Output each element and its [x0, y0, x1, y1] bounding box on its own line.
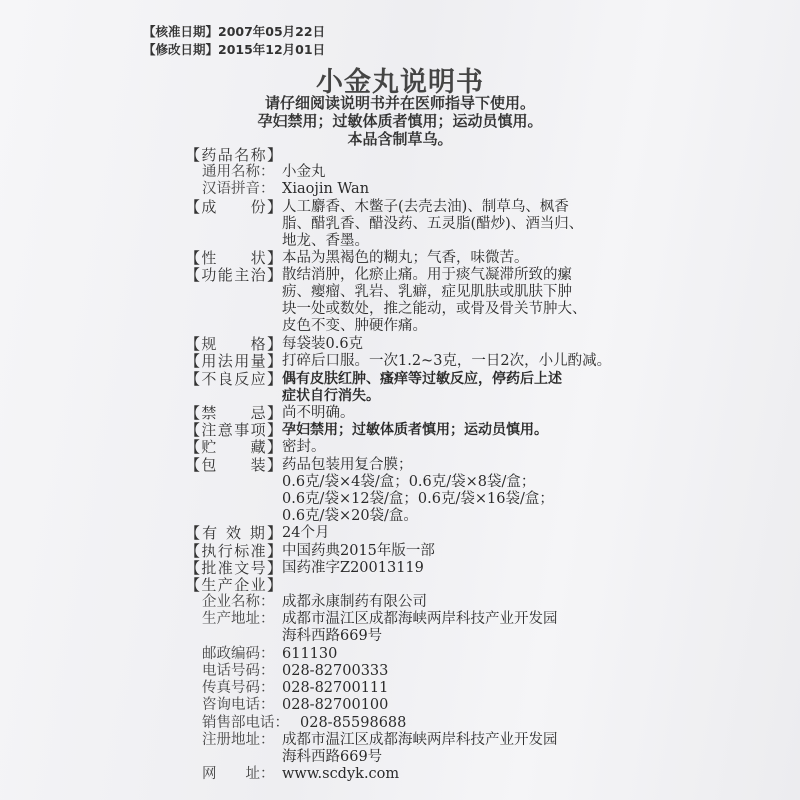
- value-line: 成都永康制药有限公司: [282, 594, 427, 611]
- section-label: 【功能主治】: [185, 266, 282, 285]
- section-value: [282, 732, 558, 766]
- section-label: 【规 格】: [185, 335, 282, 354]
- value-line: 0.6克/袋×4袋/盒；0.6克/袋×8袋/盒；: [282, 473, 536, 490]
- section-value: [282, 267, 587, 335]
- field-label: 电话号码：: [202, 663, 275, 679]
- section-label: 【包 装】: [185, 455, 282, 474]
- value-line: 每袋装0.6克: [282, 336, 364, 353]
- section-value: [282, 594, 427, 611]
- section-label: 【执行标准】: [185, 541, 282, 560]
- section-value: [282, 371, 562, 405]
- value-line: 脂、醋乳香、醋没药、五灵脂(醋炒)、酒当归、: [282, 215, 584, 232]
- section-value: [282, 336, 363, 353]
- section-value: [282, 663, 388, 680]
- section-label: 【用法用量】: [185, 352, 282, 371]
- value-line: 本品为黑褐色的糊丸；气香，味微苦。: [282, 250, 529, 267]
- section-label: 【批准文号】: [185, 558, 282, 577]
- value-line: 打碎后口服。一次1.2~3克，一日2次，小儿酌减。: [282, 353, 612, 370]
- section-label: 【药品名称】: [185, 146, 282, 164]
- section-value: [282, 164, 326, 181]
- value-line: 症状自行消失。: [282, 387, 380, 404]
- value-line: 地龙、香墨。: [282, 232, 369, 249]
- value-line: 611130: [282, 645, 338, 662]
- value-line: 028-82700111: [282, 680, 389, 697]
- revision-date: 【修改日期】2015年12月01日: [143, 42, 326, 57]
- section-label: 【性 状】: [185, 249, 282, 268]
- value-line: Xiaojin Wan: [282, 181, 370, 198]
- section-value: [300, 715, 406, 732]
- value-line: 皮色不变、肿硬作痛。: [282, 318, 427, 335]
- section-label: 【禁 忌】: [185, 404, 282, 422]
- value-line: 028-82700100: [282, 697, 389, 714]
- section-value: [282, 525, 329, 542]
- section-label: 【不良反应】: [185, 369, 282, 388]
- notice-line: 孕妇禁用；过敏体质者慎用；运动员慎用。: [257, 112, 543, 130]
- section-value: [282, 697, 388, 714]
- field-label: 通用名称：: [202, 164, 275, 181]
- value-line: 成都市温江区成都海峡两岸科技产业开发园: [282, 731, 558, 748]
- section-value: [282, 680, 388, 697]
- value-line: 密封。: [282, 439, 326, 456]
- section-value: [282, 457, 554, 525]
- section-value: [282, 181, 369, 198]
- field-label: 汉语拼音：: [202, 181, 275, 198]
- section-value: [282, 439, 326, 456]
- section-value: [282, 405, 355, 422]
- value-line: 小金丸: [282, 164, 326, 181]
- section-value: [282, 353, 611, 370]
- section-value: [282, 199, 583, 250]
- section-value: [282, 250, 529, 267]
- value-line: 孕妇禁用；过敏体质者慎用；运动员慎用。: [282, 422, 548, 439]
- value-line: 028-82700333: [282, 663, 389, 679]
- notice-line: 请仔细阅读说明书并在医师指导下使用。: [264, 94, 535, 112]
- value-line: 028-85598688: [300, 714, 407, 731]
- section-label: 【贮 藏】: [185, 438, 282, 457]
- value-line: 0.6克/袋×20袋/盒。: [282, 507, 418, 524]
- section-value: [282, 422, 548, 439]
- value-line: 24个月: [282, 525, 330, 542]
- section-label: 【注意事项】: [185, 421, 282, 440]
- value-line: 人工麝香、木鳖子(去壳去油)、制草乌、枫香: [282, 198, 569, 215]
- value-line: 国药准字Z20013119: [282, 559, 424, 576]
- section-value: [282, 646, 337, 663]
- value-line: 中国药典2015年版一部: [282, 542, 435, 559]
- value-line: www.scdyk.com: [282, 766, 400, 783]
- value-line: 药品包装用复合膜；: [282, 456, 413, 473]
- value-line: 偶有皮肤红肿、瘙痒等过敏反应，停药后上述: [282, 370, 562, 387]
- section-label: 【有 效 期】: [185, 524, 282, 543]
- value-line: 0.6克/袋×12袋/盒；0.6克/袋×16袋/盒；: [282, 490, 554, 507]
- section-value: [282, 543, 435, 560]
- field-label: 网 址：: [202, 766, 275, 783]
- field-label: 传真号码：: [202, 680, 275, 697]
- value-line: 成都市温江区成都海峡两岸科技产业开发园: [282, 611, 558, 628]
- value-line: 尚不明确。: [282, 405, 355, 421]
- field-label: 销售部电话：: [202, 714, 289, 731]
- field-label: 生产地址：: [202, 611, 275, 628]
- section-label: 【生产企业】: [185, 576, 282, 594]
- notice-line: 本品含制草乌。: [347, 130, 453, 148]
- section-value: [282, 611, 558, 645]
- value-line: 疬、瘿瘤、乳岩、乳癖，症见肌肤或肌肤下肿: [282, 284, 572, 301]
- section-value: [282, 766, 399, 783]
- field-label: 邮政编码：: [202, 645, 275, 662]
- section-label: 【成 份】: [185, 197, 282, 216]
- value-line: 海科西路669号: [282, 628, 383, 645]
- value-line: 块一处或数处，推之能动，或骨及骨关节肿大、: [282, 301, 587, 318]
- field-label: 注册地址：: [202, 731, 275, 748]
- approval-date: 【核准日期】2007年05月22日: [143, 24, 326, 39]
- section-value: [282, 560, 424, 577]
- value-line: 海科西路669号: [282, 748, 383, 765]
- field-label: 企业名称：: [202, 594, 275, 611]
- document-title: 小金丸说明书: [316, 67, 484, 98]
- value-line: 散结消肿，化瘀止痛。用于痰气凝滞所致的瘰: [282, 267, 572, 284]
- field-label: 咨询电话：: [202, 697, 275, 714]
